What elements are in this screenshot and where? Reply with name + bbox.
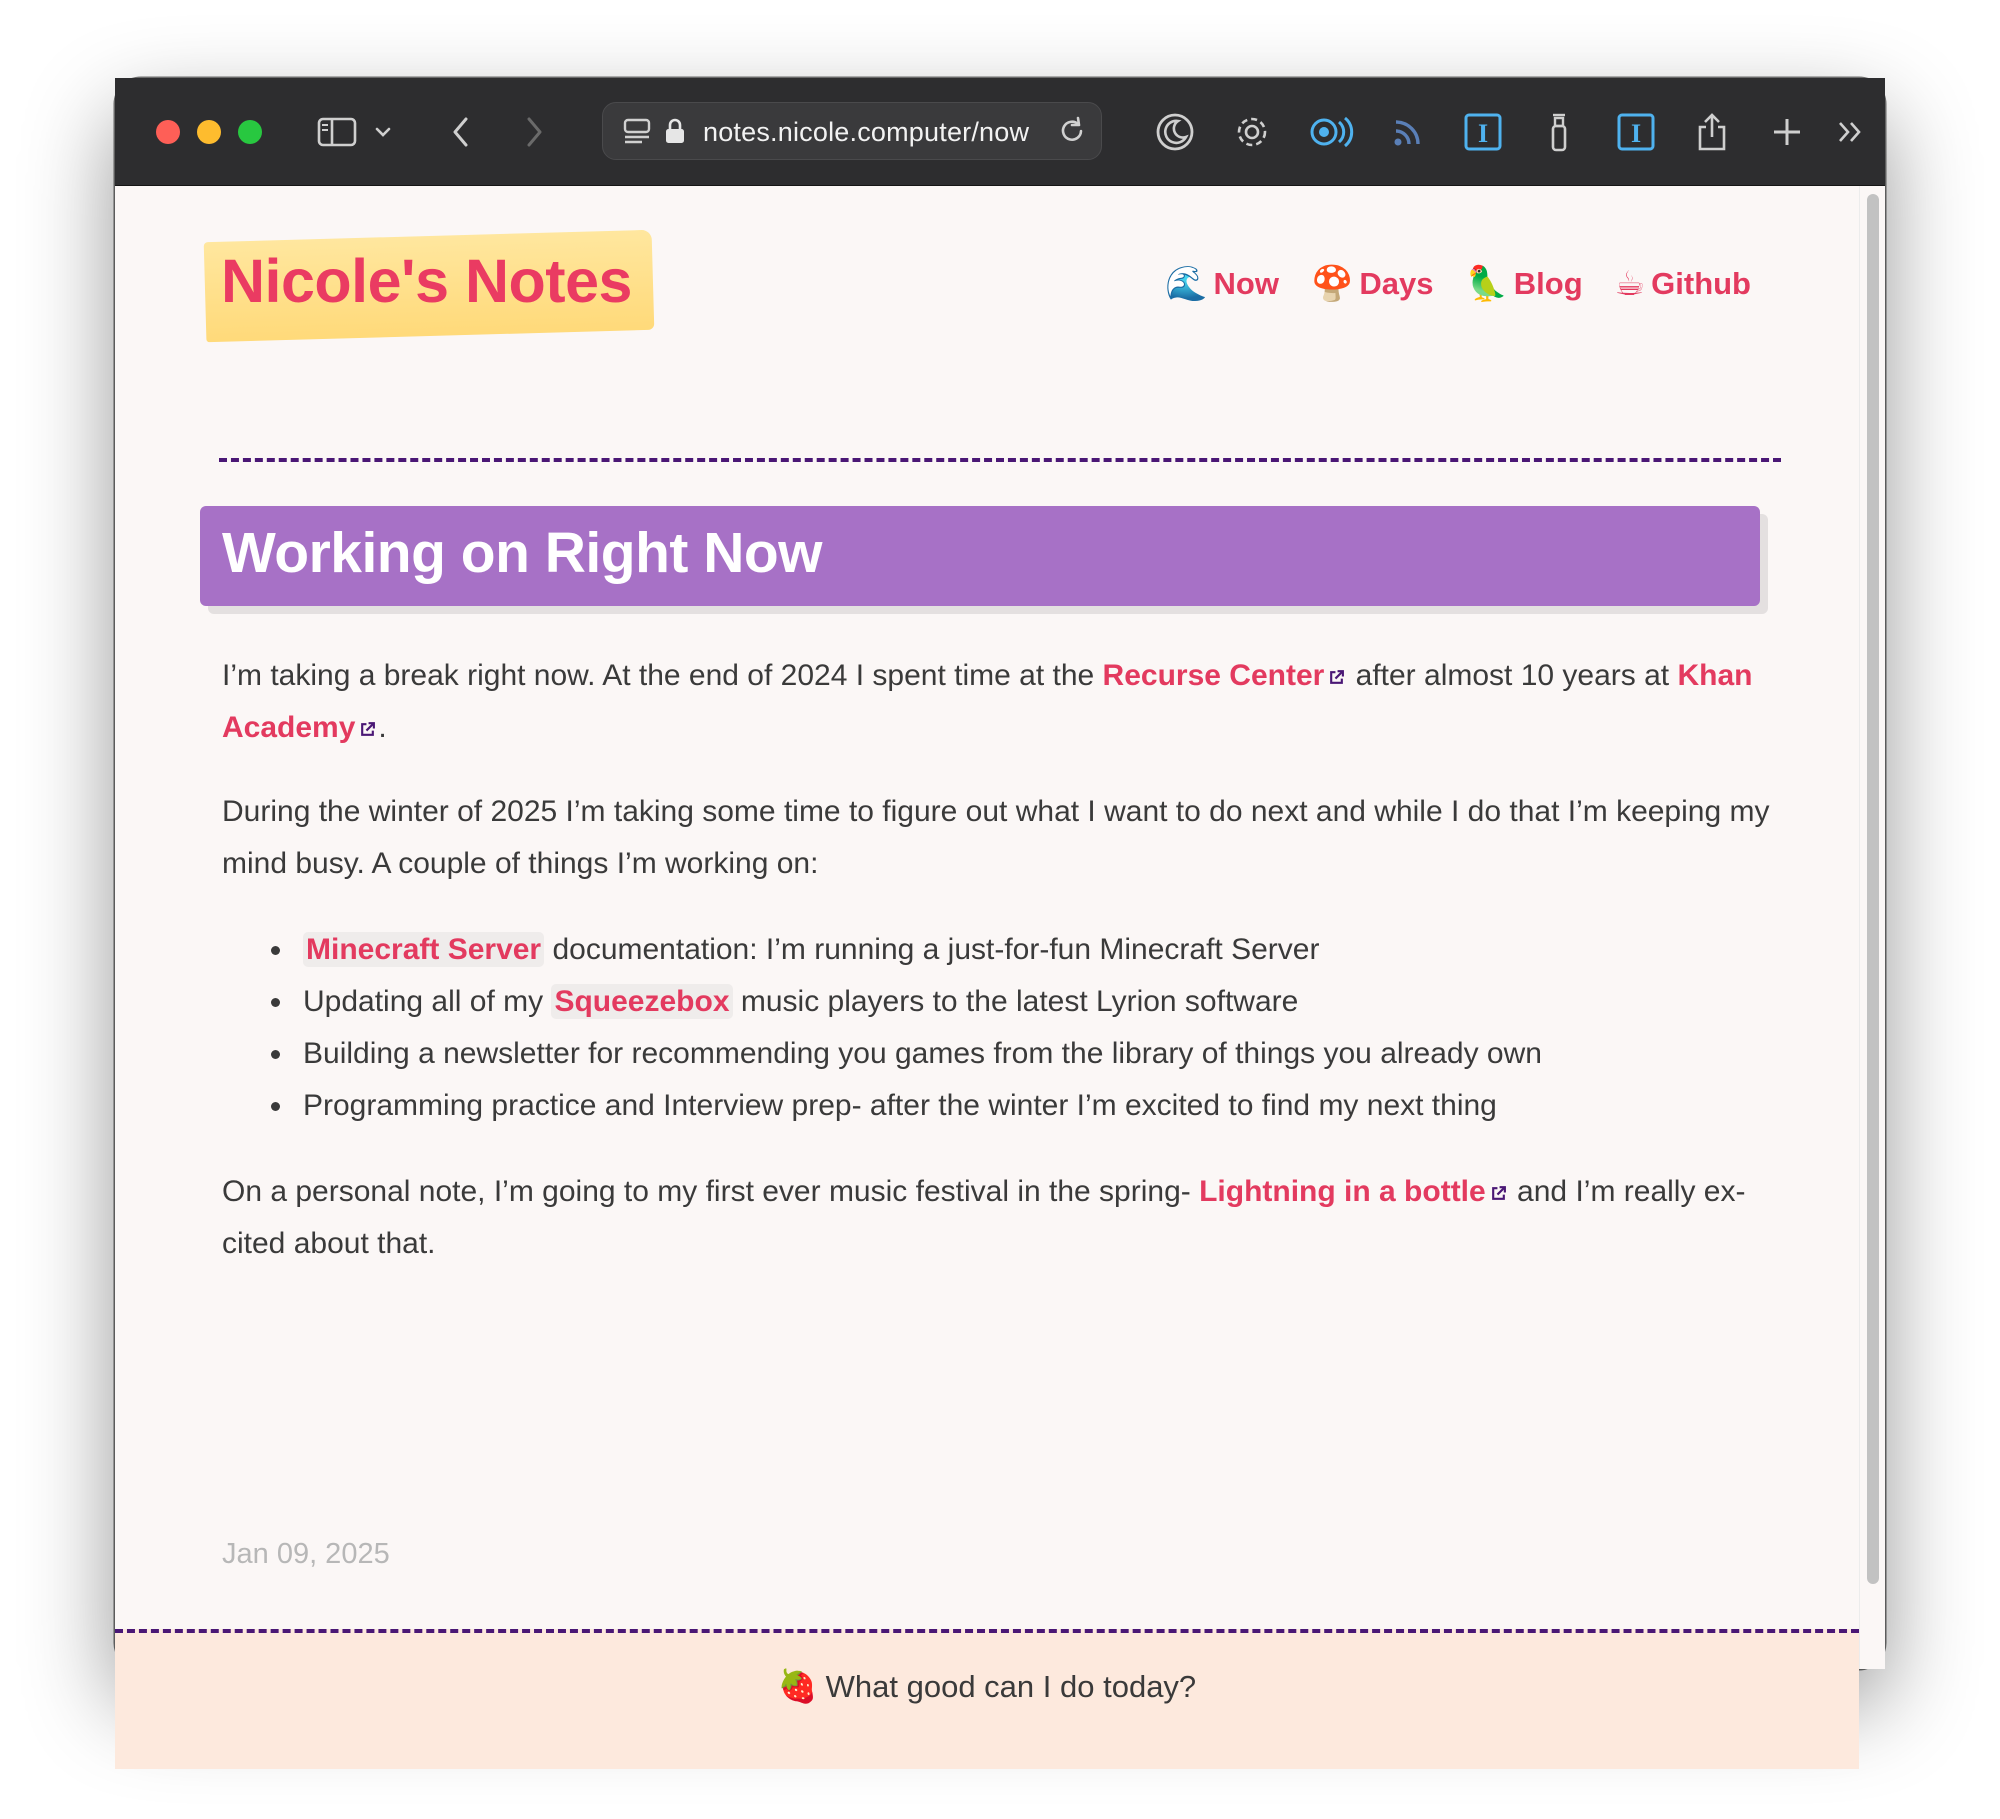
footer-text: What good can I do today? [825, 1669, 1197, 1704]
project-list [303, 924, 1743, 1132]
text-span: music players to the latest Lyrion software [732, 985, 1299, 1018]
list-item [303, 1080, 1743, 1132]
new-tab-icon[interactable] [1763, 108, 1811, 156]
site-nav [1165, 266, 1751, 302]
list-item [303, 976, 1743, 1028]
page-heading-banner [200, 506, 1760, 606]
zoom-window-button[interactable] [238, 120, 262, 144]
text-span: . [378, 711, 387, 744]
nav-item-blog[interactable] [1465, 266, 1582, 302]
strawberry-icon: 🍓 [777, 1667, 818, 1705]
paragraph-festival [222, 1166, 1782, 1270]
text-span: I’m taking a break right now. At the end of 2024 I spent time at the [222, 659, 1103, 692]
mushroom-icon: 🍄 [1310, 264, 1354, 304]
site-title[interactable]: Nicole's Notes [221, 247, 632, 315]
list-item [303, 924, 1743, 976]
sidebar-icon[interactable] [313, 108, 361, 156]
list-item [303, 1028, 1743, 1080]
svg-text:I: I [1477, 119, 1489, 148]
reload-icon[interactable] [1048, 107, 1096, 155]
bullet [271, 998, 280, 1007]
rss-icon[interactable] [1384, 108, 1432, 156]
minecraft-server-link[interactable]: Minecraft Server [303, 932, 544, 967]
site-footer [115, 1629, 1859, 1769]
instapaper-icon[interactable] [1459, 108, 1507, 156]
nav-label-github: Github [1651, 266, 1751, 301]
share-icon[interactable] [1688, 108, 1736, 156]
instapaper-icon[interactable] [1612, 108, 1660, 156]
link-text: Recurse Center [1102, 659, 1325, 692]
nav-label-now: Now [1213, 266, 1279, 301]
text-span: after almost 10 years at [1347, 659, 1678, 692]
back-icon[interactable] [437, 108, 485, 156]
address-bar[interactable] [602, 102, 1102, 160]
url-text[interactable]: notes.nicole.computer/now [703, 117, 1030, 147]
page-title: Working on Right Now [222, 521, 823, 585]
podcast-icon[interactable] [1305, 108, 1353, 156]
bullet [271, 1050, 280, 1059]
footer-divider [115, 1629, 1859, 1633]
bullet [271, 946, 280, 955]
text-span: Updating all of my [303, 985, 552, 1018]
wave-icon: 🌊 [1165, 264, 1208, 304]
minimize-window-button[interactable] [197, 120, 221, 144]
settings-icon[interactable] [1228, 108, 1276, 156]
external-link-icon [359, 721, 376, 738]
nav-label-days: Days [1359, 266, 1434, 301]
post-date: Jan 09, 2025 [222, 1538, 390, 1570]
nav-item-now[interactable] [1165, 266, 1279, 302]
text-span: Building a newsletter for recommending you games from the library of things you already own [303, 1037, 1542, 1070]
lock-icon [657, 107, 693, 155]
close-window-button[interactable] [156, 120, 180, 144]
nav-item-github[interactable] [1615, 266, 1751, 302]
spray-icon[interactable] [1535, 108, 1583, 156]
lightning-in-a-bottle-link[interactable] [1199, 1175, 1509, 1208]
paragraph-winter: During the winter of 2025 I’m taking some time to figure out what I want to do next and while I do that I’m keeping my mind busy. A couple of things I’m working on: [222, 795, 1770, 880]
browser-window [115, 78, 1885, 1705]
nav-label-blog: Blog [1513, 266, 1583, 301]
text-span: Programming practice and Interview prep- after the winter I’m excited to find my next thing [303, 1089, 1497, 1122]
text-span: On a personal note, I’m going to my first ever music festival in the spring- [222, 1175, 1200, 1208]
bullet [271, 1102, 280, 1111]
scrollbar-thumb[interactable] [1867, 194, 1879, 1584]
link-text: Khan Academy [222, 659, 1753, 744]
parrot-icon: 🦜 [1465, 264, 1508, 304]
nav-item-days[interactable] [1311, 266, 1433, 302]
more-icon[interactable] [1827, 108, 1875, 156]
reader-icon[interactable] [613, 107, 661, 155]
coffee-icon: ☕ [1614, 264, 1646, 304]
text-span: documentation: I’m running a just-for-fun Minecraft Server [544, 933, 1320, 966]
svg-text:I: I [1630, 119, 1642, 148]
text-span: and I’m really ex- cited about that. [222, 1175, 1746, 1260]
scrollbar[interactable] [1859, 186, 1885, 1669]
forward-icon[interactable] [510, 108, 558, 156]
footer-motto [115, 1667, 1859, 1705]
browser-toolbar [115, 78, 1885, 186]
external-link-icon [1328, 669, 1345, 686]
link-text: Lightning in a bottle [1199, 1175, 1486, 1208]
page-content [115, 186, 1859, 1705]
chevron-down-icon[interactable] [368, 108, 398, 156]
squeezebox-link[interactable]: Squeezebox [551, 984, 732, 1019]
external-link-icon [1490, 1185, 1507, 1202]
header-divider [219, 458, 1781, 462]
recurse-center-link[interactable] [1103, 659, 1348, 692]
paragraph-intro [222, 650, 1782, 754]
dark-mode-icon[interactable] [1151, 108, 1199, 156]
